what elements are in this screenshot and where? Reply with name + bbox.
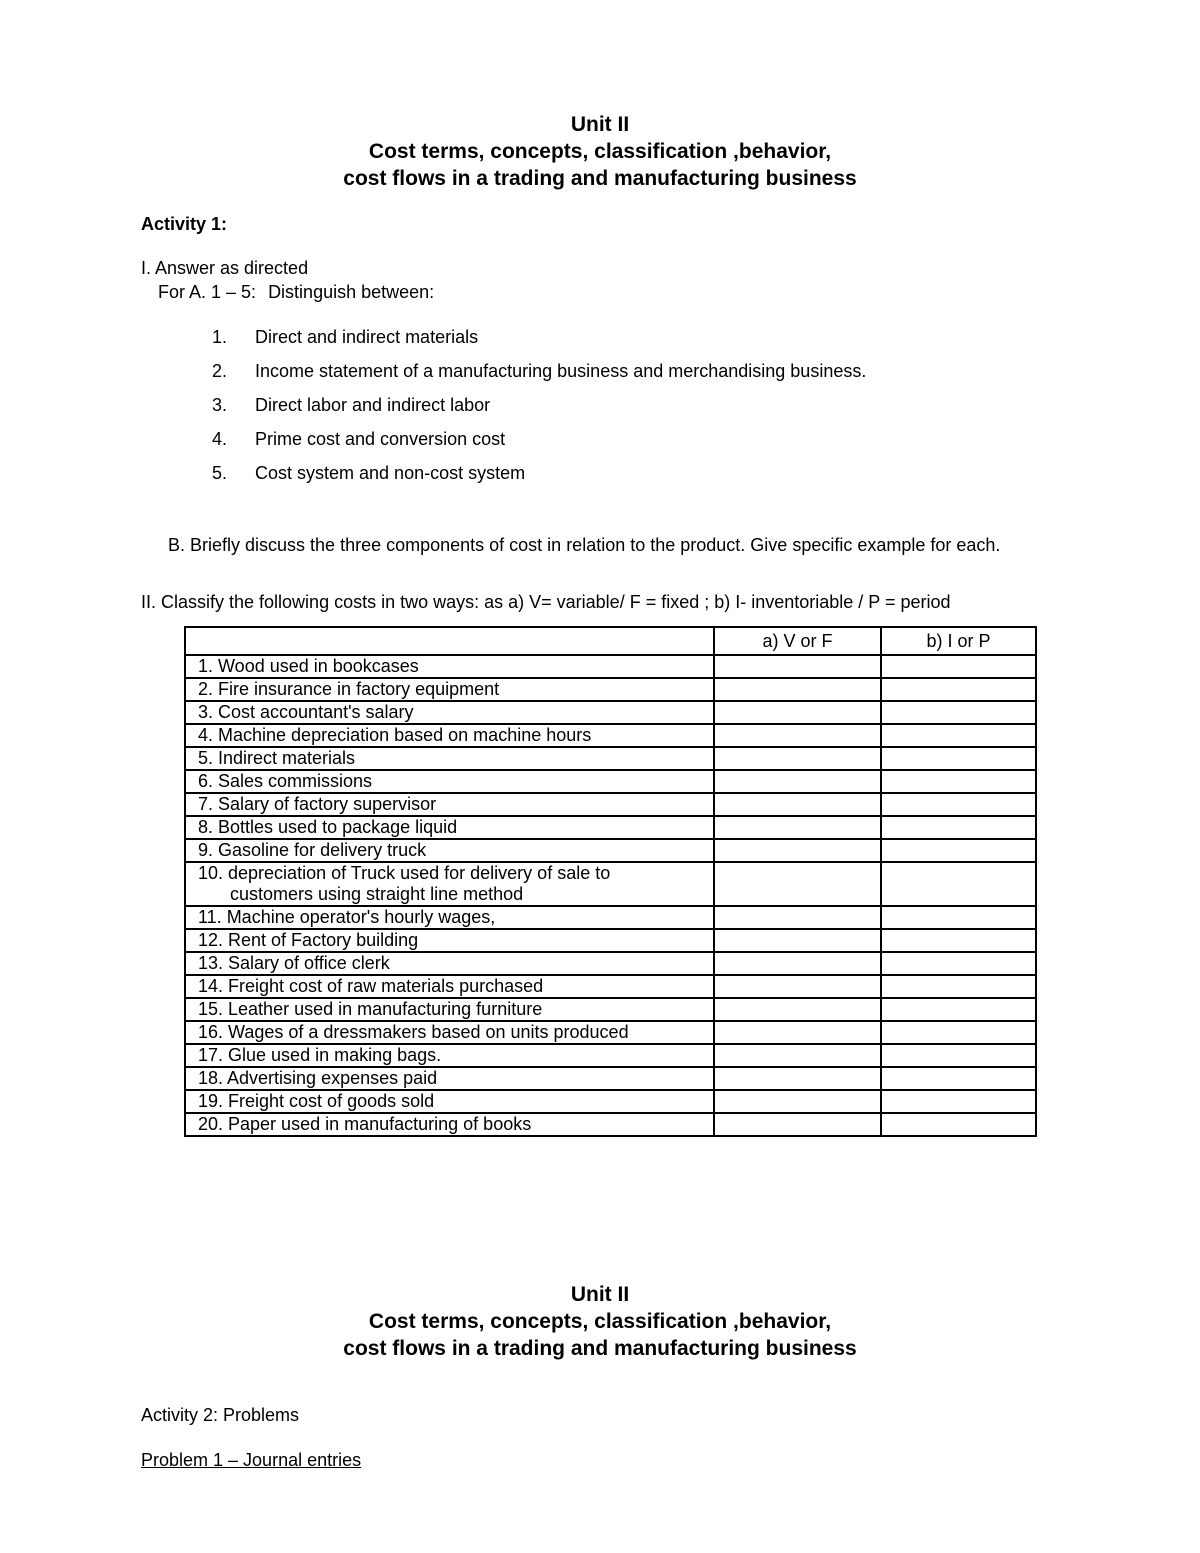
table-row: 7. Salary of factory supervisor [185, 793, 1036, 816]
answer-cell-i-or-p[interactable] [881, 929, 1036, 952]
answer-cell-i-or-p[interactable] [881, 906, 1036, 929]
answer-cell-i-or-p[interactable] [881, 952, 1036, 975]
answer-cell-v-or-f[interactable] [714, 1044, 881, 1067]
list-item: 5. Cost system and non-cost system [212, 463, 526, 483]
unit-subtitle-2-line-1: Cost terms, concepts, classification ,behavior, [368, 1310, 832, 1333]
table-row: 15. Leather used in manufacturing furniture [185, 998, 1036, 1021]
answer-cell-i-or-p[interactable] [881, 655, 1036, 678]
unit-title-block [0, 111, 1200, 192]
table-row: 17. Glue used in making bags. [185, 1044, 1036, 1067]
answer-cell-i-or-p[interactable] [881, 1044, 1036, 1067]
table-row: 1. Wood used in bookcases [185, 655, 1036, 678]
part-a-list [212, 326, 866, 496]
table-row: 20. Paper used in manufacturing of books [185, 1113, 1036, 1136]
table-header-row [185, 627, 1036, 655]
unit-subtitle-line-1: Cost terms, concepts, classification ,behavior, [368, 140, 832, 163]
table-row: 11. Machine operator's hourly wages, [185, 906, 1036, 929]
table-row: 2. Fire insurance in factory equipment [185, 678, 1036, 701]
unit-title: Unit II [570, 113, 630, 136]
answer-cell-v-or-f[interactable] [714, 929, 881, 952]
section-ii-instruction: II. Classify the following costs in two ways: as a) V= variable/ F = fixed ; b) I- inventoriable / P = period [141, 592, 951, 612]
answer-cell-v-or-f[interactable] [714, 839, 881, 862]
list-item: 4. Prime cost and conversion cost [212, 429, 506, 449]
part-a-instruction [158, 282, 434, 303]
answer-cell-i-or-p[interactable] [881, 747, 1036, 770]
table-row: 13. Salary of office clerk [185, 952, 1036, 975]
answer-cell-v-or-f[interactable] [714, 1113, 881, 1136]
answer-cell-v-or-f[interactable] [714, 952, 881, 975]
answer-cell-i-or-p[interactable] [881, 1021, 1036, 1044]
part-b-instruction: B. Briefly discuss the three components of cost in relation to the product. Give specific example for each. [168, 535, 1001, 555]
table-header-cost [185, 627, 714, 655]
answer-cell-v-or-f[interactable] [714, 1067, 881, 1090]
activity-1-heading: Activity 1: [141, 214, 228, 234]
table-row: 10. depreciation of Truck used for delivery of sale to customers using straight line method [185, 862, 1036, 906]
table-row: 12. Rent of Factory building [185, 929, 1036, 952]
unit-title-block-2 [0, 1281, 1200, 1362]
activity-2-heading: Activity 2: Problems [141, 1405, 300, 1425]
unit-subtitle-2-line-2: cost flows in a trading and manufacturing business [343, 1337, 857, 1360]
answer-cell-v-or-f[interactable] [714, 862, 881, 906]
answer-cell-v-or-f[interactable] [714, 1021, 881, 1044]
unit-title-2: Unit II [570, 1283, 630, 1306]
table-header-v-or-f: a) V or F [714, 627, 881, 655]
answer-cell-i-or-p[interactable] [881, 701, 1036, 724]
table-header-i-or-p: b) I or P [881, 627, 1036, 655]
table-row: 19. Freight cost of goods sold [185, 1090, 1036, 1113]
table-row: 6. Sales commissions [185, 770, 1036, 793]
table-row: 16. Wages of a dressmakers based on units produced [185, 1021, 1036, 1044]
unit-subtitle-line-2: cost flows in a trading and manufacturing business [343, 167, 857, 190]
list-item: 3. Direct labor and indirect labor [212, 395, 491, 415]
answer-cell-v-or-f[interactable] [714, 906, 881, 929]
answer-cell-i-or-p[interactable] [881, 816, 1036, 839]
answer-cell-v-or-f[interactable] [714, 793, 881, 816]
answer-cell-i-or-p[interactable] [881, 770, 1036, 793]
answer-cell-v-or-f[interactable] [714, 724, 881, 747]
answer-cell-v-or-f[interactable] [714, 1090, 881, 1113]
answer-cell-i-or-p[interactable] [881, 724, 1036, 747]
answer-cell-v-or-f[interactable] [714, 678, 881, 701]
table-row: 3. Cost accountant's salary [185, 701, 1036, 724]
answer-cell-v-or-f[interactable] [714, 770, 881, 793]
table-row: 14. Freight cost of raw materials purchased [185, 975, 1036, 998]
answer-cell-v-or-f[interactable] [714, 655, 881, 678]
answer-cell-i-or-p[interactable] [881, 975, 1036, 998]
answer-cell-i-or-p[interactable] [881, 998, 1036, 1021]
answer-cell-i-or-p[interactable] [881, 1113, 1036, 1136]
table-row: 5. Indirect materials [185, 747, 1036, 770]
answer-cell-v-or-f[interactable] [714, 747, 881, 770]
answer-cell-v-or-f[interactable] [714, 816, 881, 839]
part-a-range: For A. 1 – 5: [158, 282, 257, 302]
table-row: 4. Machine depreciation based on machine hours [185, 724, 1036, 747]
table-row: 8. Bottles used to package liquid [185, 816, 1036, 839]
answer-cell-i-or-p[interactable] [881, 839, 1036, 862]
part-a-text: Distinguish between: [268, 282, 435, 302]
table-row: 18. Advertising expenses paid [185, 1067, 1036, 1090]
classification-table [184, 626, 1037, 1137]
row-10-continuation: customers using straight line method [230, 884, 524, 904]
answer-cell-i-or-p[interactable] [881, 862, 1036, 906]
answer-cell-i-or-p[interactable] [881, 1090, 1036, 1113]
answer-cell-i-or-p[interactable] [881, 793, 1036, 816]
answer-cell-i-or-p[interactable] [881, 678, 1036, 701]
list-item: 1. Direct and indirect materials [212, 327, 479, 347]
answer-cell-i-or-p[interactable] [881, 1067, 1036, 1090]
list-item: 2. Income statement of a manufacturing business and merchandising business. [212, 361, 867, 381]
section-i-heading: I. Answer as directed [141, 258, 309, 278]
answer-cell-v-or-f[interactable] [714, 975, 881, 998]
answer-cell-v-or-f[interactable] [714, 701, 881, 724]
table-row: 9. Gasoline for delivery truck [185, 839, 1036, 862]
answer-cell-v-or-f[interactable] [714, 998, 881, 1021]
problem-1-heading: Problem 1 – Journal entries [141, 1450, 362, 1470]
